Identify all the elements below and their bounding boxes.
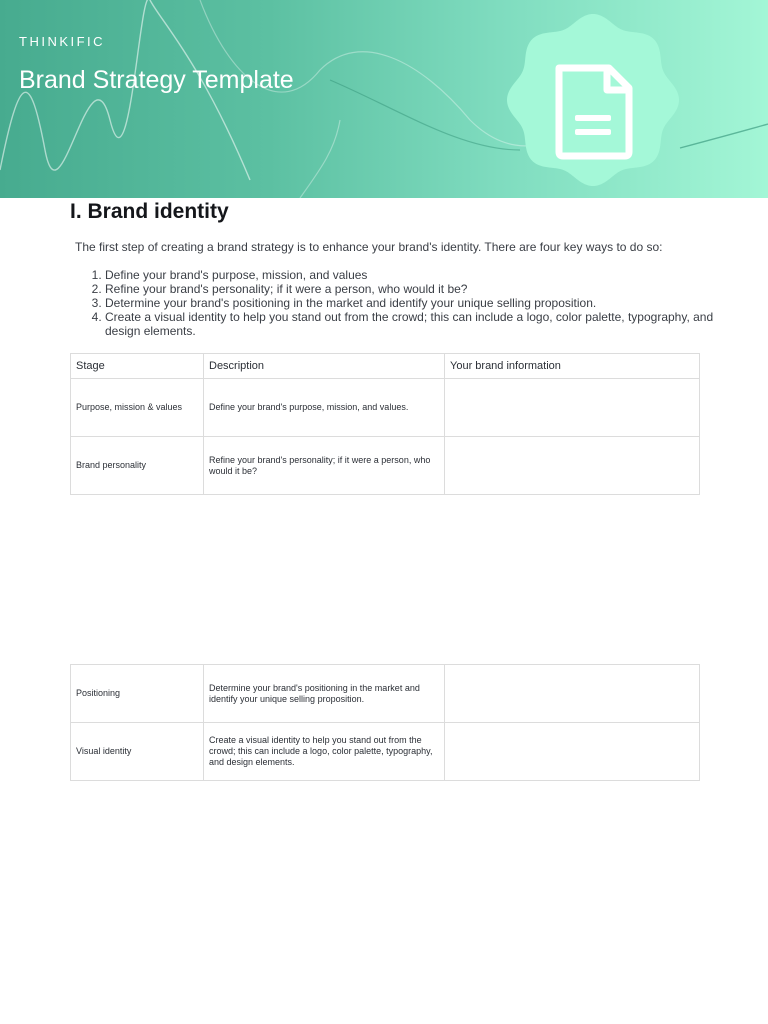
brand-logo: THINKIFIC xyxy=(19,34,106,49)
brand-identity-table xyxy=(70,353,700,495)
brand-info-cell[interactable] xyxy=(445,723,700,781)
column-header-description: Description xyxy=(204,354,445,379)
column-header-stage: Stage xyxy=(71,354,204,379)
section-intro: The first step of creating a brand strategy is to enhance your brand's identity. There are four key ways to do so: xyxy=(75,240,663,254)
table-row xyxy=(71,723,700,781)
stage-cell: Purpose, mission & values xyxy=(71,379,204,437)
document-icon xyxy=(503,10,683,190)
description-cell: Create a visual identity to help you stand out from the crowd; this can include a logo, color palette, typography, and design elements. xyxy=(204,723,445,781)
column-header-brand-info: Your brand information xyxy=(445,354,700,379)
table-row xyxy=(71,665,700,723)
brand-info-cell[interactable] xyxy=(445,665,700,723)
steps-list xyxy=(75,268,730,338)
list-item: 4. Create a visual identity to help you stand out from the crowd; this can include a logo, color palette, typography, and design elements. xyxy=(105,310,730,338)
list-item: 2. Refine your brand's personality; if it were a person, who would it be? xyxy=(105,282,730,296)
document-title: Brand Strategy Template xyxy=(19,66,294,94)
stage-cell: Brand personality xyxy=(71,437,204,495)
description-cell: Define your brand's purpose, mission, and values. xyxy=(204,379,445,437)
header-banner xyxy=(0,0,768,198)
section-title: I. Brand identity xyxy=(70,200,229,223)
list-item: 3. Determine your brand's positioning in the market and identify your unique selling proposition. xyxy=(105,296,730,310)
description-cell: Determine your brand's positioning in the market and identify your unique selling proposition. xyxy=(204,665,445,723)
table-header-row xyxy=(71,354,700,379)
brand-identity-table-continued xyxy=(70,664,700,781)
brand-info-cell[interactable] xyxy=(445,379,700,437)
table-row xyxy=(71,379,700,437)
table-row xyxy=(71,437,700,495)
description-cell: Refine your brand's personality; if it were a person, who would it be? xyxy=(204,437,445,495)
stage-cell: Visual identity xyxy=(71,723,204,781)
brand-info-cell[interactable] xyxy=(445,437,700,495)
list-item: 1. Define your brand's purpose, mission, and values xyxy=(105,268,730,282)
stage-cell: Positioning xyxy=(71,665,204,723)
